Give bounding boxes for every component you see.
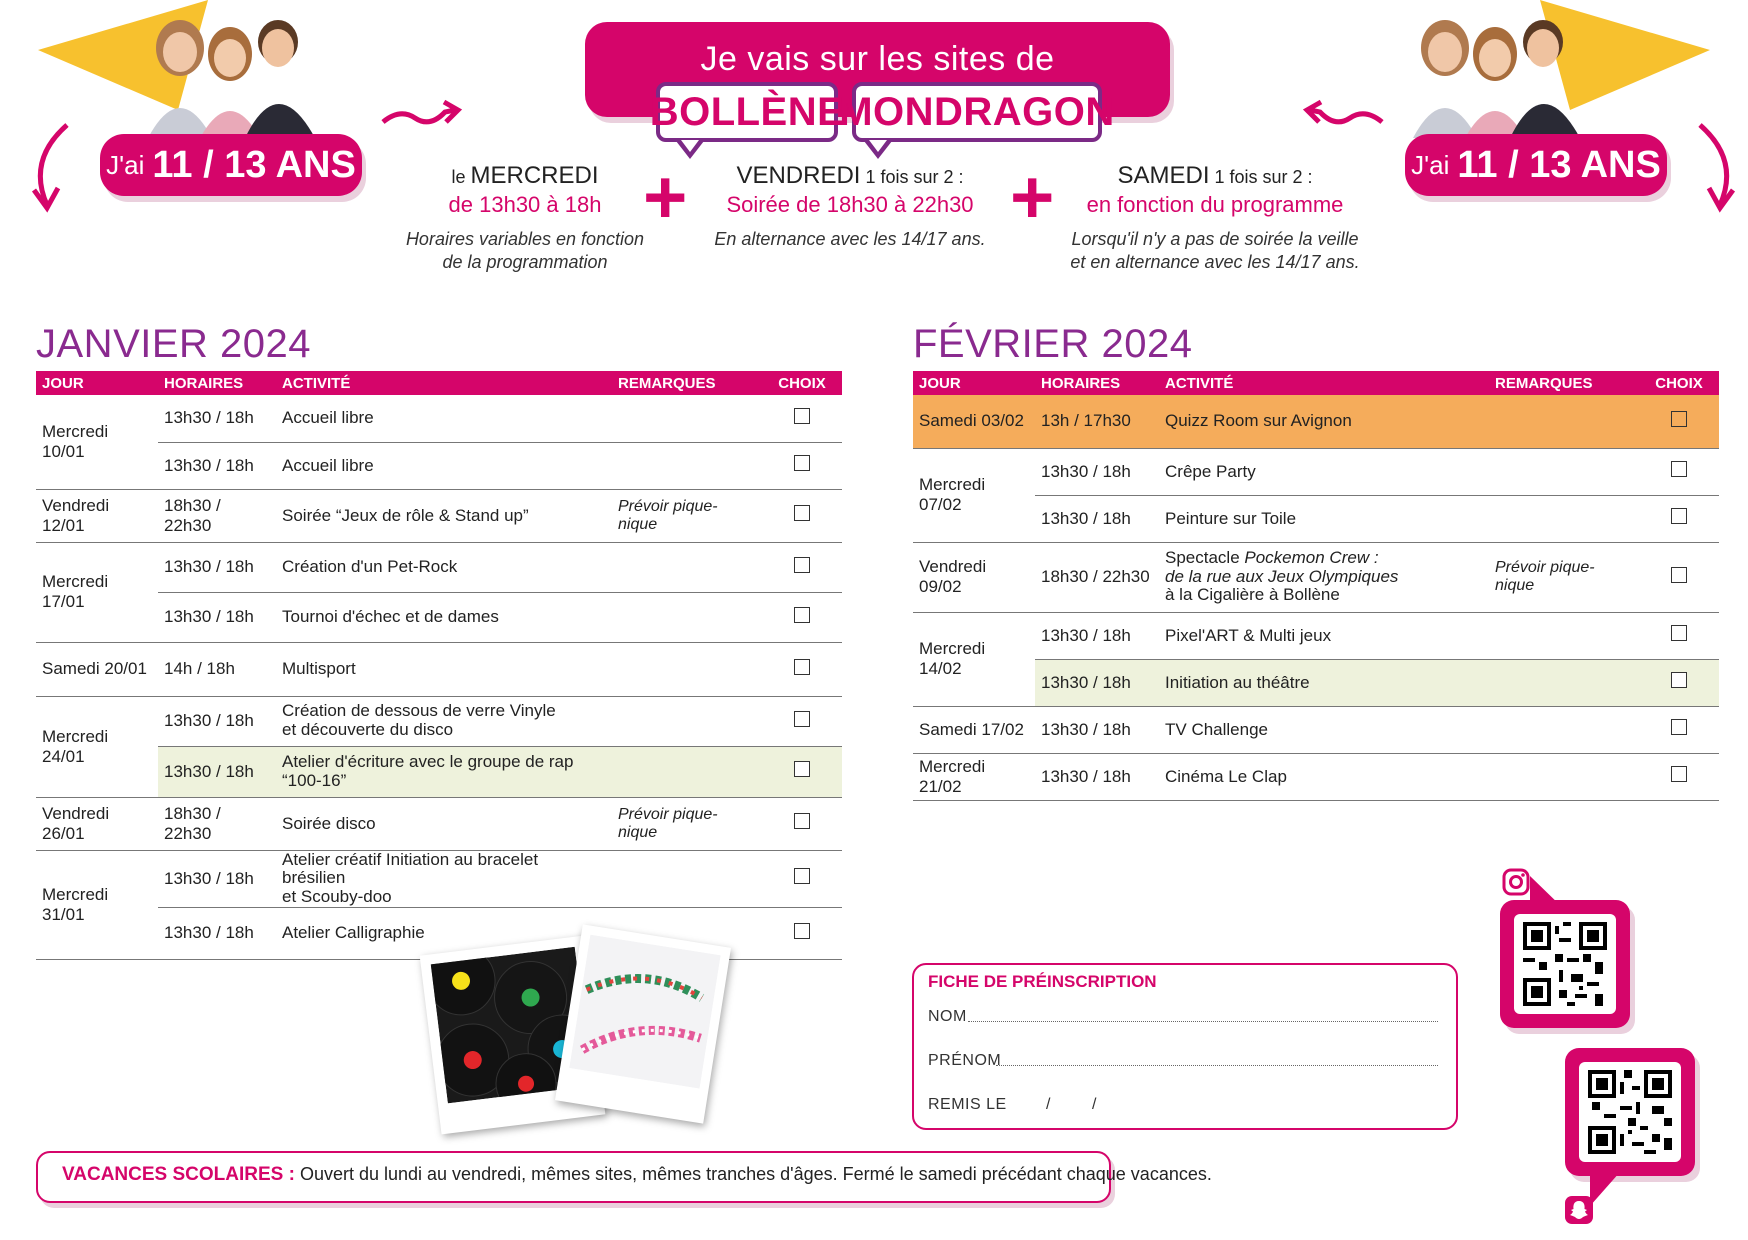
info-vendredi — [700, 162, 1000, 251]
info-note: Horaires variables en fonction — [405, 229, 645, 249]
day-cell: Mercredi 10/01 — [36, 395, 158, 489]
choice-checkbox[interactable] — [794, 813, 810, 829]
info-time: en fonction du programme — [1086, 192, 1344, 217]
kids-photo-right — [1395, 8, 1595, 138]
activity-cell: Accueil libre — [276, 395, 612, 442]
curved-arrow-right-icon — [1685, 120, 1745, 215]
remark-cell — [612, 542, 762, 592]
activity-cell: Pixel'ART & Multi jeux — [1159, 612, 1489, 659]
info-samedi — [1065, 162, 1365, 275]
table-row — [913, 612, 1719, 659]
info-suffix: 1 fois sur 2 : — [860, 167, 964, 187]
site-mondragon — [839, 82, 1115, 142]
col-horaires: HORAIRES — [1035, 371, 1159, 395]
choice-checkbox[interactable] — [794, 868, 810, 884]
site-bollene — [649, 82, 845, 142]
col-jour: JOUR — [36, 371, 158, 395]
instagram-qr-code[interactable] — [1523, 922, 1607, 1006]
site-bollene-label: BOLLÈNE — [649, 89, 845, 134]
col-horaires: HORAIRES — [158, 371, 276, 395]
choice-cell — [762, 746, 842, 797]
time-cell: 13h30 / 18h — [158, 907, 276, 959]
activity-emphasis: Pockemon Crew : — [1244, 547, 1379, 567]
remark-cell — [612, 696, 762, 746]
time-cell: 13h30 / 18h — [158, 542, 276, 592]
remark-cell — [612, 746, 762, 797]
remark-cell: Prévoir pique-nique — [612, 797, 762, 850]
choice-cell — [762, 696, 842, 746]
remark-cell — [612, 442, 762, 489]
choice-cell — [762, 850, 842, 907]
kids-photo-left — [130, 8, 330, 138]
age-badge-prefix: J'ai — [106, 149, 145, 180]
choice-checkbox[interactable] — [794, 408, 810, 424]
time-cell: 18h30 / 22h30 — [158, 797, 276, 850]
day-cell: Samedi 03/02 — [913, 395, 1035, 448]
activity-cell — [276, 696, 612, 746]
header-title: Je vais sur les sites de — [700, 40, 1055, 78]
time-cell: 13h30 / 18h — [1035, 495, 1159, 542]
time-cell: 18h30 / 22h30 — [1035, 542, 1159, 612]
remark-cell — [612, 592, 762, 642]
nom-label: NOM — [928, 1008, 967, 1025]
time-cell: 13h30 / 18h — [1035, 706, 1159, 753]
preinscription-title: FICHE DE PRÉINSCRIPTION — [928, 972, 1157, 991]
info-note: de la programmation — [442, 252, 608, 273]
remark-cell — [612, 642, 762, 696]
info-note: Lorsqu'il n'y a pas de soirée la veille — [1071, 229, 1359, 249]
choice-cell — [1639, 395, 1719, 448]
info-suffix: 1 fois sur 2 : — [1209, 167, 1313, 187]
age-badge-value: 11 / 13 ANS — [1457, 143, 1661, 186]
info-day: MERCREDI — [470, 162, 599, 189]
choice-checkbox[interactable] — [794, 659, 810, 675]
activity-cell: Soirée “Jeux de rôle & Stand up” — [276, 489, 612, 542]
choice-checkbox[interactable] — [1671, 567, 1687, 583]
day-cell: Vendredi 09/02 — [913, 542, 1035, 612]
table-row — [913, 542, 1719, 612]
table-row — [36, 696, 842, 746]
remark-cell: Prévoir pique-nique — [1489, 542, 1639, 612]
choice-checkbox[interactable] — [794, 455, 810, 471]
activity-line: et découverte du disco — [282, 720, 454, 739]
time-cell: 13h30 / 18h — [158, 592, 276, 642]
info-mercredi — [395, 162, 655, 275]
activity-line: Atelier d'écriture avec le groupe de rap — [282, 751, 574, 771]
activity-line: et Scouby-doo — [282, 886, 392, 906]
activity-cell: Tournoi d'échec et de dames — [276, 592, 612, 642]
col-remarques: REMARQUES — [1489, 371, 1639, 395]
activity-line: Création de dessous de verre Vinyle — [282, 701, 556, 721]
activity-cell: Soirée disco — [276, 797, 612, 850]
time-cell: 13h30 / 18h — [1035, 753, 1159, 800]
choice-checkbox[interactable] — [794, 607, 810, 623]
choice-checkbox[interactable] — [1671, 719, 1687, 735]
day-cell: Vendredi 12/01 — [36, 489, 158, 542]
activity-cell: Peinture sur Toile — [1159, 495, 1489, 542]
day-cell: Mercredi 14/02 — [913, 612, 1035, 706]
table-row — [913, 753, 1719, 800]
plus-icon: + — [1010, 155, 1055, 240]
curved-arrow-left-icon — [22, 120, 82, 215]
day-cell: Mercredi 07/02 — [913, 448, 1035, 542]
remark-cell — [1489, 753, 1639, 800]
choice-cell — [1639, 659, 1719, 706]
activity-cell: Crêpe Party — [1159, 448, 1489, 495]
table-header — [913, 371, 1719, 395]
remark-cell — [1489, 612, 1639, 659]
info-day: VENDREDI — [736, 162, 861, 189]
choice-cell — [1639, 495, 1719, 542]
time-cell: 13h30 / 18h — [158, 442, 276, 489]
remark-cell — [1489, 495, 1639, 542]
col-activite: ACTIVITÉ — [1159, 371, 1489, 395]
day-cell: Mercredi 31/01 — [36, 850, 158, 959]
table-row — [36, 797, 842, 850]
col-choix: CHOIX — [1639, 371, 1719, 395]
prenom-label: PRÉNOM — [928, 1052, 1002, 1069]
day-cell: Vendredi 26/01 — [36, 797, 158, 850]
choice-cell — [1639, 753, 1719, 800]
time-cell: 18h30 / 22h30 — [158, 489, 276, 542]
table-row — [36, 642, 842, 696]
info-day: SAMEDI — [1117, 162, 1210, 189]
col-activite: ACTIVITÉ — [276, 371, 612, 395]
date-slash: / — [1046, 1096, 1051, 1113]
remark-cell — [1489, 659, 1639, 706]
time-cell: 13h30 / 18h — [158, 696, 276, 746]
table-row — [36, 395, 842, 442]
remark-cell — [1489, 395, 1639, 448]
vacances-text — [62, 1164, 1212, 1186]
col-remarques: REMARQUES — [612, 371, 762, 395]
activity-cell: TV Challenge — [1159, 706, 1489, 753]
choice-cell — [762, 907, 842, 959]
choice-checkbox[interactable] — [794, 505, 810, 521]
choice-cell — [762, 442, 842, 489]
squiggle-arrow-left-icon — [380, 98, 465, 134]
remark-cell — [1489, 448, 1639, 495]
bubble-tail-inner — [681, 140, 699, 152]
choice-cell — [1639, 706, 1719, 753]
table-row — [36, 850, 842, 907]
site-mondragon-label: MONDRAGON — [839, 89, 1115, 134]
choice-checkbox[interactable] — [1671, 625, 1687, 641]
fevrier-table — [913, 371, 1719, 801]
time-cell: 13h30 / 18h — [158, 850, 276, 907]
activity-line: Atelier créatif Initiation au bracelet brésilien — [282, 849, 539, 888]
activity-line: à la Cigalière à Bollène — [1165, 585, 1340, 605]
snapchat-qr-frame — [1565, 1048, 1695, 1176]
choice-checkbox[interactable] — [1671, 461, 1687, 477]
choice-checkbox[interactable] — [1671, 508, 1687, 524]
date-slash: / — [1092, 1096, 1097, 1113]
time-cell: 13h30 / 18h — [158, 746, 276, 797]
choice-cell — [762, 592, 842, 642]
activity-cell: Création d'un Pet-Rock — [276, 542, 612, 592]
day-cell: Mercredi 17/01 — [36, 542, 158, 642]
col-choix: CHOIX — [762, 371, 842, 395]
activity-cell: Atelier Calligraphie — [276, 907, 612, 959]
remark-cell — [1489, 706, 1639, 753]
choice-checkbox[interactable] — [794, 761, 810, 777]
activity-cell: Accueil libre — [276, 442, 612, 489]
table-row — [913, 706, 1719, 753]
day-cell: Mercredi 21/02 — [913, 753, 1035, 800]
fevrier-title: FÉVRIER 2024 — [913, 322, 1193, 366]
info-note: En alternance avec les 14/17 ans. — [714, 229, 986, 249]
activity-cell — [276, 850, 612, 907]
choice-checkbox[interactable] — [794, 557, 810, 573]
choice-cell — [762, 395, 842, 442]
instagram-qr-frame — [1500, 900, 1630, 1028]
choice-cell — [1639, 448, 1719, 495]
prenom-field[interactable] — [996, 1065, 1438, 1066]
age-badge-left — [100, 134, 362, 196]
info-note: et en alternance avec les 14/17 ans. — [1070, 252, 1360, 273]
remark-cell — [612, 850, 762, 907]
nom-field[interactable] — [968, 1021, 1438, 1022]
activity-cell: Cinéma Le Clap — [1159, 753, 1489, 800]
snapchat-icon[interactable] — [1565, 1196, 1593, 1224]
activity-cell — [276, 746, 612, 797]
age-badge-prefix: J'ai — [1411, 149, 1450, 180]
day-cell: Samedi 20/01 — [36, 642, 158, 696]
time-cell: 13h30 / 18h — [1035, 612, 1159, 659]
info-prefix: le — [451, 167, 471, 187]
choice-checkbox[interactable] — [1671, 672, 1687, 688]
time-cell: 13h30 / 18h — [158, 395, 276, 442]
choice-checkbox[interactable] — [794, 711, 810, 727]
snapchat-qr-code[interactable] — [1588, 1070, 1672, 1154]
choice-cell — [1639, 542, 1719, 612]
janvier-title: JANVIER 2024 — [36, 322, 312, 366]
polaroid-bracelet-photo — [555, 924, 731, 1123]
choice-cell — [762, 489, 842, 542]
choice-checkbox[interactable] — [1671, 766, 1687, 782]
choice-cell — [1639, 612, 1719, 659]
info-time: Soirée de 18h30 à 22h30 — [726, 192, 974, 217]
choice-cell — [762, 797, 842, 850]
activity-line: de la rue aux Jeux Olympiques — [1165, 566, 1399, 586]
vacances-label: VACANCES SCOLAIRES : — [62, 1164, 295, 1185]
choice-checkbox[interactable] — [794, 923, 810, 939]
time-cell: 14h / 18h — [158, 642, 276, 696]
time-cell: 13h30 / 18h — [1035, 659, 1159, 706]
squiggle-arrow-right-icon — [1300, 98, 1385, 134]
choice-cell — [762, 642, 842, 696]
activity-cell: Quizz Room sur Avignon — [1159, 395, 1489, 448]
time-cell: 13h / 17h30 — [1035, 395, 1159, 448]
activity-line: “100-16” — [282, 770, 347, 790]
remis-label: REMIS LE — [928, 1096, 1007, 1113]
choice-cell — [762, 542, 842, 592]
table-row — [36, 489, 842, 542]
age-badge-right — [1405, 134, 1667, 196]
bracelet-image — [569, 935, 720, 1089]
col-jour: JOUR — [913, 371, 1035, 395]
activity-cell: Initiation au théâtre — [1159, 659, 1489, 706]
day-cell: Mercredi 24/01 — [36, 696, 158, 797]
time-cell: 13h30 / 18h — [1035, 448, 1159, 495]
table-header — [36, 371, 842, 395]
choice-checkbox[interactable] — [1671, 411, 1687, 427]
activity-cell: Multisport — [276, 642, 612, 696]
age-badge-value: 11 / 13 ANS — [152, 143, 356, 186]
day-cell: Samedi 17/02 — [913, 706, 1035, 753]
table-row — [913, 448, 1719, 495]
remark-cell: Prévoir pique-nique — [612, 489, 762, 542]
table-row — [913, 395, 1719, 448]
janvier-table — [36, 371, 842, 960]
info-time: de 13h30 à 18h — [448, 192, 602, 217]
remark-cell — [612, 395, 762, 442]
plus-icon: + — [643, 155, 688, 240]
table-row — [36, 542, 842, 592]
activity-line: Spectacle — [1165, 547, 1245, 567]
activity-cell — [1159, 542, 1489, 612]
bubble-tail-inner — [869, 140, 887, 152]
vacances-details: Ouvert du lundi au vendredi, mêmes sites, mêmes tranches d'âges. Fermé le samedi précédant chaque vacances. — [294, 1164, 1212, 1184]
